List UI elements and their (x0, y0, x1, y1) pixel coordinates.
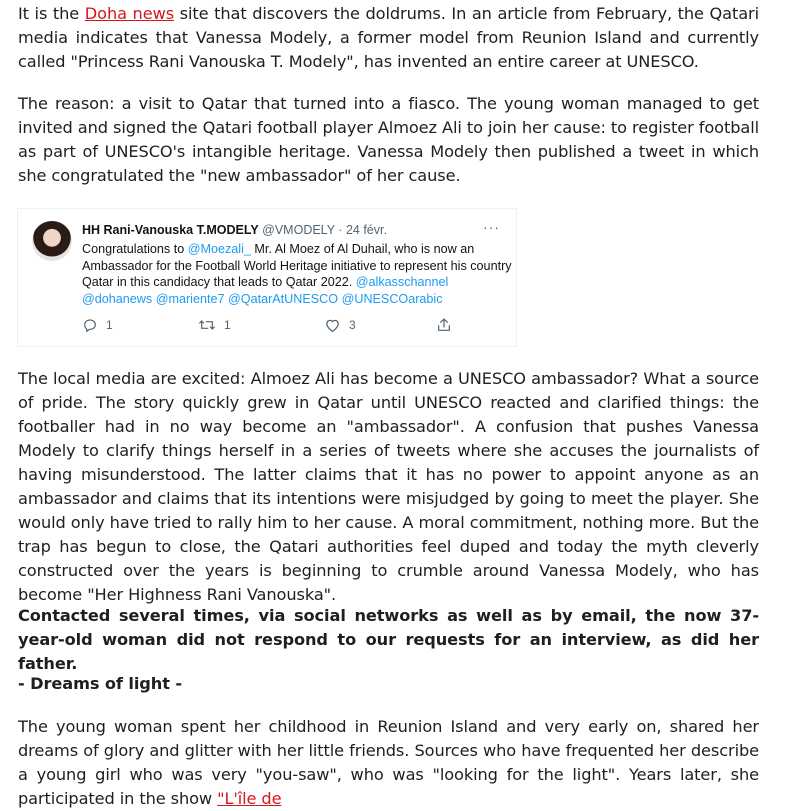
tweet-author-name[interactable]: HH Rani-Vanouska T.MODELY (82, 223, 259, 237)
paragraph-intro (18, 2, 759, 74)
paragraph-local-media: The local media are excited: Almoez Ali has become a UNESCO ambassador? What a source of pride. The story quickly grew in Qatar until UNESCO reacted and clarified things: the footballer had in no way become an "ambassador". A confusion that pushes Vanessa Modely to clarify things herself in a series of tweets where she accuses the journalists of having misunderstood. The latter claims that it has no power to appoint anyone as an ambassador and claims that its intentions were misjudged by going to meet the player. She would only have tried to rally him to her cause. A moral commitment, nothing more. But the trap has begun to close, the Qatari authorities feel duped and today the myth cleverly constructed over the years is beginning to crumble around Vanessa Modely, who has become "Her Highness Rani Vanouska". (18, 369, 759, 604)
retweet-icon (198, 317, 216, 333)
paragraph-reason: The reason: a visit to Qatar that turned into a fiasco. The young woman managed to get invited and signed the Qatari football player Almoez Ali to join her cause: to register football as part of UNESCO's intangible heritage. Vanessa Modely then published a tweet in which she congratulated the "new ambassador" of her cause. (18, 94, 759, 185)
intro-text-after: site that discovers the doldrums. In an article from February, the Qatari media indicates that Vanessa Modely, a former model from Reunion Island and currently called "Princess Rani Vanouska T. Modely", has invented an entire career at UNESCO. (18, 4, 759, 71)
reply-icon (82, 317, 98, 333)
paragraph-childhood (18, 715, 759, 811)
childhood-text: The young woman spent her childhood in Reunion Island and very early on, shared her dreams of glory and glitter with her little friends. Sources who have frequented her describe a young girl who was very "you-saw", who was "looking for the light". Years later, she participated in the show (18, 717, 759, 808)
mention-moezali[interactable]: @Moezali_ (187, 242, 251, 256)
mention-unescoarabic[interactable]: @UNESCOarabic (341, 291, 443, 306)
mention-dohanews[interactable]: @dohanews (82, 291, 153, 306)
share-icon (436, 317, 452, 333)
intro-text-before: It is the (18, 4, 85, 23)
reply-button[interactable] (82, 317, 113, 333)
tweet-header (82, 222, 387, 238)
tweet-text-main: Mr. Al Moez of Al Duhail, who is now an Ambassador for the Football World Heritage initiative to represent his country Qatar in this candidacy that leads to Qatar 2022. (82, 242, 512, 289)
retweet-button[interactable] (198, 317, 231, 333)
tweet-text-intro: Congratulations to (82, 242, 188, 256)
doha-news-link[interactable]: Doha news (84, 4, 175, 23)
mention-alkasschannel[interactable]: @alkasschannel (355, 275, 449, 289)
tweet-text (82, 241, 512, 307)
tweet-date[interactable]: 24 févr. (345, 223, 387, 237)
like-count: 3 (349, 318, 356, 332)
share-button[interactable] (436, 317, 452, 333)
mention-mariente7[interactable]: @mariente7 (155, 291, 225, 306)
tweet-actions (82, 317, 452, 335)
heart-icon (324, 317, 341, 333)
paragraph-contacted: Contacted several times, via social networks as well as by email, the now 37-year-old woman did not respond to our requests for an interview, as did her father. (18, 606, 759, 673)
tweet-separator: · (334, 223, 346, 237)
section-subheading: - Dreams of light - (18, 674, 183, 693)
reply-count: 1 (106, 318, 113, 332)
retweet-count: 1 (224, 318, 231, 332)
like-button[interactable] (324, 317, 356, 333)
embedded-tweet[interactable] (18, 209, 516, 346)
avatar[interactable] (32, 221, 72, 261)
more-options-icon[interactable]: ··· (483, 219, 500, 235)
mention-qataratunesco[interactable]: @QatarAtUNESCO (228, 291, 339, 306)
tweet-author-handle[interactable]: @VMODELY (262, 223, 335, 237)
show-link[interactable]: "L'île de (217, 789, 282, 808)
